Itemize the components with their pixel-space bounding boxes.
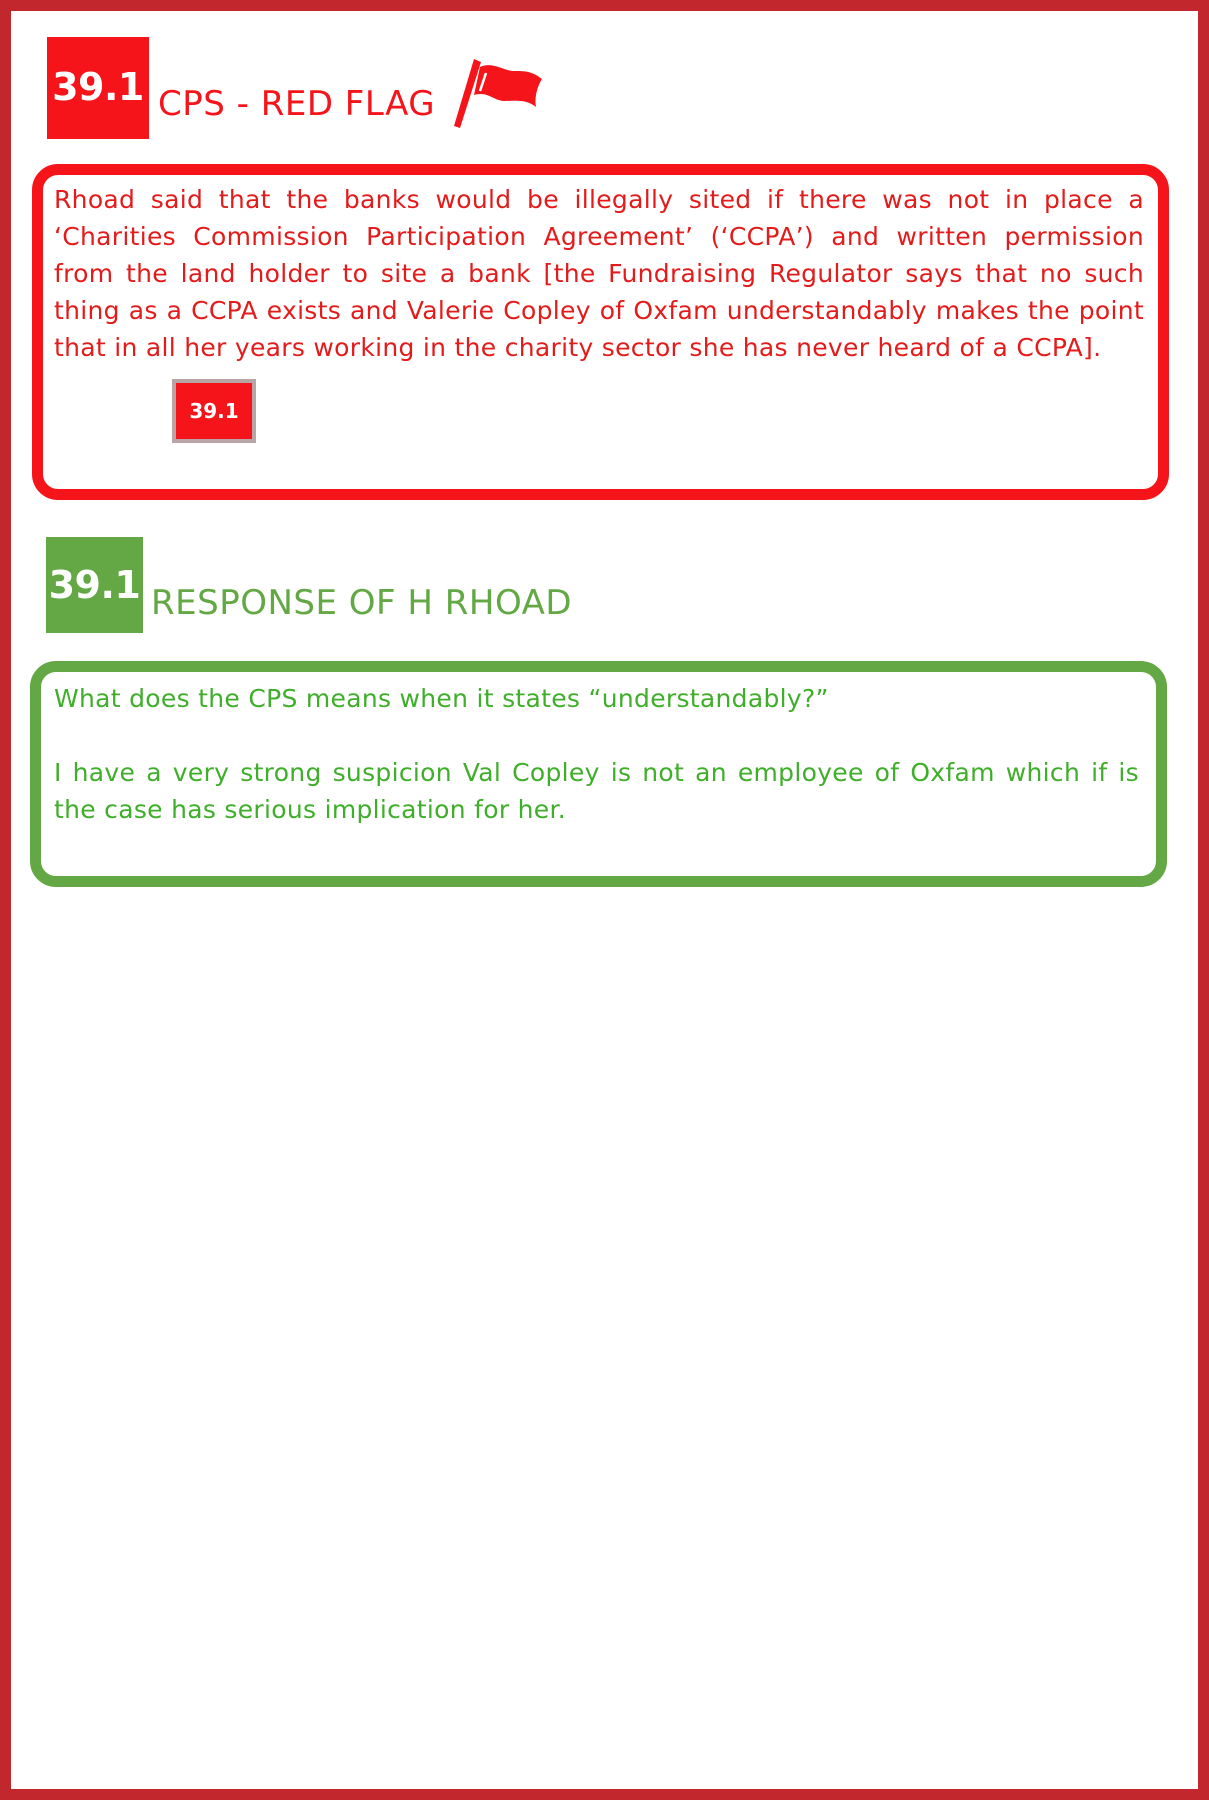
red-flag-icon	[452, 55, 544, 131]
response-paragraph: What does the CPS means when it states “understandably?”	[54, 684, 829, 713]
cps-section-number-badge: 39.1	[47, 37, 149, 139]
cps-reference-tag: 39.1	[172, 379, 256, 443]
cps-section-heading: CPS - RED FLAG	[158, 84, 436, 124]
response-paragraph: I have a very strong suspicion Val Copley is not an employee of Oxfam which if is the case has serious implication for her.	[54, 758, 1139, 824]
response-section-heading: RESPONSE OF H RHOAD	[151, 583, 573, 623]
response-section-number-badge: 39.1	[46, 537, 143, 633]
response-text	[54, 680, 1139, 828]
cps-statement-text: Rhoad said that the banks would be illegally sited if there was not in place a ‘Charities Commission Participation Agreement’ (‘CCPA’) and written permission from the land holder to site a bank [the Fundraising Regulator says that no such thing as a CCPA exists and Valerie Copley of Oxfam understandably makes the point that in all her years working in the charity sector she has never heard of a CCPA].	[54, 185, 1144, 362]
